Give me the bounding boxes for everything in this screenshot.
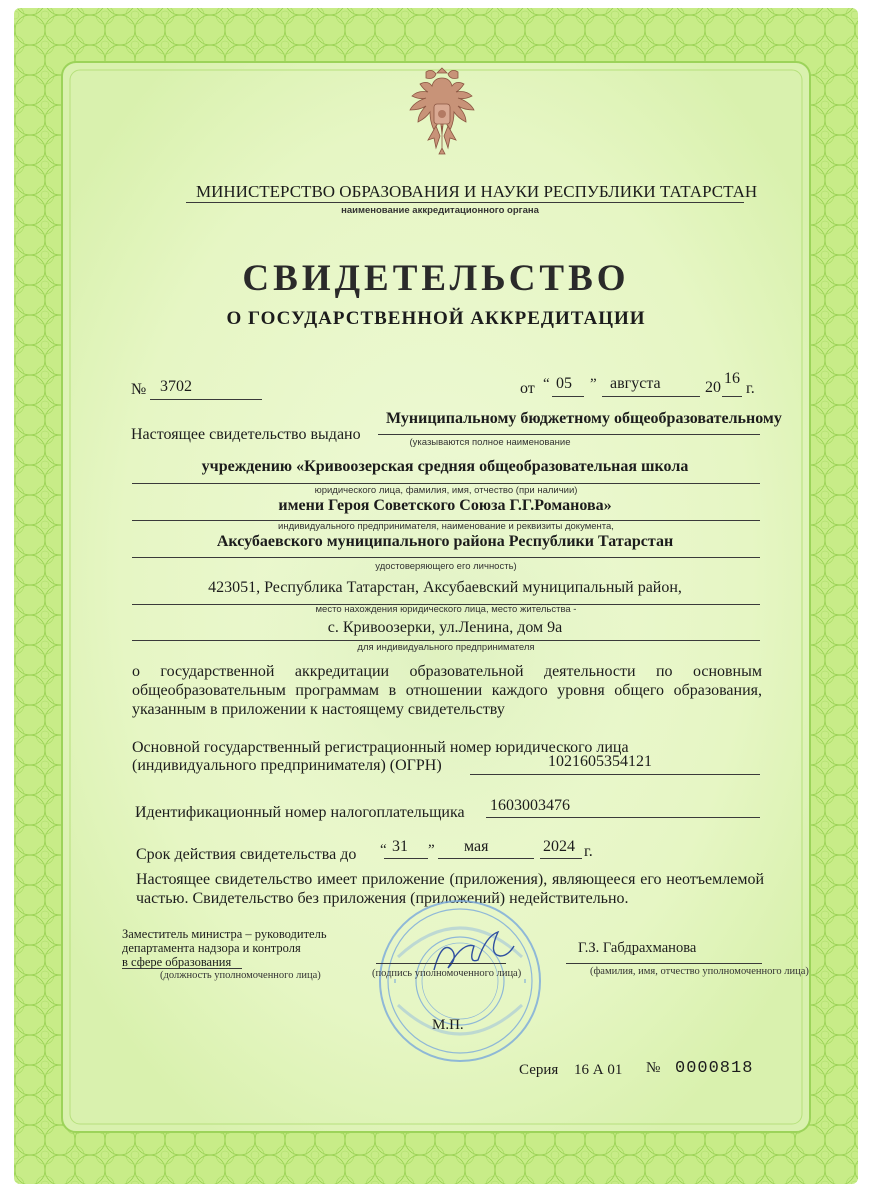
number-sign: № — [131, 381, 147, 398]
signer-position-2: департамента надзора и контроля — [122, 941, 301, 955]
validity-month: мая — [464, 838, 489, 855]
caption-5: место нахождения юридического лица, место жительства - — [315, 604, 577, 615]
validity-year-label: г. — [584, 843, 593, 860]
coat-of-arms-emblem — [396, 64, 488, 160]
recipient-line-3: имени Героя Советского Союза Г.Г.Романова» — [278, 497, 612, 514]
issue-year-suffix: 16 — [724, 370, 740, 387]
caption-4: удостоверяющего его личность) — [375, 561, 517, 572]
caption-position: (должность уполномоченного лица) — [160, 970, 321, 981]
issue-month: августа — [610, 375, 661, 392]
ogrn-value: 1021605354121 — [548, 753, 652, 770]
caption-6: для индивидуального предпринимателя — [357, 642, 535, 653]
inn-value: 1603003476 — [490, 797, 570, 814]
validity-year: 2024 — [543, 838, 575, 855]
quote-close: ” — [590, 376, 597, 392]
appendix-note: Настоящее свидетельство имеет приложение (приложения), являющееся его неотъемлемой частью. Свидетельство без приложения (приложений) недействительно. — [136, 871, 764, 907]
issued-to-label: Настоящее свидетельство выдано — [131, 426, 361, 443]
issue-year-prefix: 20 — [705, 379, 721, 396]
recipient-line-1: Муниципальному бюджетному общеобразовательному — [386, 410, 782, 427]
validity-day: 31 — [392, 838, 408, 855]
address-line-1: 423051, Республика Татарстан, Аксубаевский муниципальный район, — [208, 579, 682, 596]
series-value: 16 А 01 — [574, 1062, 623, 1078]
signer-position-3: в сфере образования — [122, 955, 232, 969]
ministry-caption: наименование аккредитационного органа — [341, 205, 539, 216]
caption-signature: (подпись уполномоченного лица) — [372, 968, 522, 979]
quote-open: “ — [543, 376, 550, 392]
issue-day: 05 — [556, 375, 572, 392]
series-label: Серия — [519, 1062, 559, 1078]
ogrn-label-2: (индивидуального предпринимателя) (ОГРН) — [132, 757, 442, 774]
caption-name: (фамилия, имя, отчество уполномоченного лица) — [590, 966, 809, 977]
document-subtitle: О ГОСУДАРСТВЕННОЙ АККРЕДИТАЦИИ — [226, 308, 646, 329]
caption-2: юридического лица, фамилия, имя, отчество (при наличии) — [314, 485, 578, 496]
recipient-line-4: Аксубаевского муниципального района Республики Татарстан — [216, 533, 674, 550]
address-line-2: с. Кривоозерки, ул.Ленина, дом 9а — [327, 619, 563, 636]
accreditation-text: о государственной аккредитации образовательной деятельности по основным общеобразовательным программам в отношении каждого уровня общего образования, указанным в приложении к настоящему свидетельству — [132, 663, 762, 718]
validity-quote-close: ” — [428, 842, 435, 858]
signer-position-1: Заместитель министра – руководитель — [122, 927, 327, 941]
validity-label: Срок действия свидетельства до — [136, 846, 357, 863]
year-suffix-label: г. — [746, 380, 755, 397]
signer-name: Г.З. Габдрахманова — [578, 940, 697, 956]
official-stamp — [376, 897, 544, 1065]
certificate-number: 3702 — [160, 378, 192, 395]
caption-1: (указываются полное наименование — [409, 437, 571, 448]
ministry-name: МИНИСТЕРСТВО ОБРАЗОВАНИЯ И НАУКИ РЕСПУБЛИКИ ТАТАРСТАН — [196, 182, 758, 201]
validity-quote-open: “ — [380, 842, 387, 858]
caption-3: индивидуального предпринимателя, наименование и реквизиты документа, — [278, 521, 614, 532]
document-title: СВИДЕТЕЛЬСТВО — [242, 258, 630, 299]
form-number-sign: № — [646, 1060, 661, 1076]
form-number: 0000818 — [675, 1059, 754, 1078]
date-from-label: от — [520, 380, 535, 397]
recipient-line-2: учреждению «Кривоозерская средняя общеобразовательная школа — [201, 458, 689, 475]
seal-place: М.П. — [432, 1017, 464, 1033]
ogrn-label: Основной государственный регистрационный номер юридического лица — [132, 739, 629, 756]
inn-label: Идентификационный номер налогоплательщика — [135, 804, 465, 821]
